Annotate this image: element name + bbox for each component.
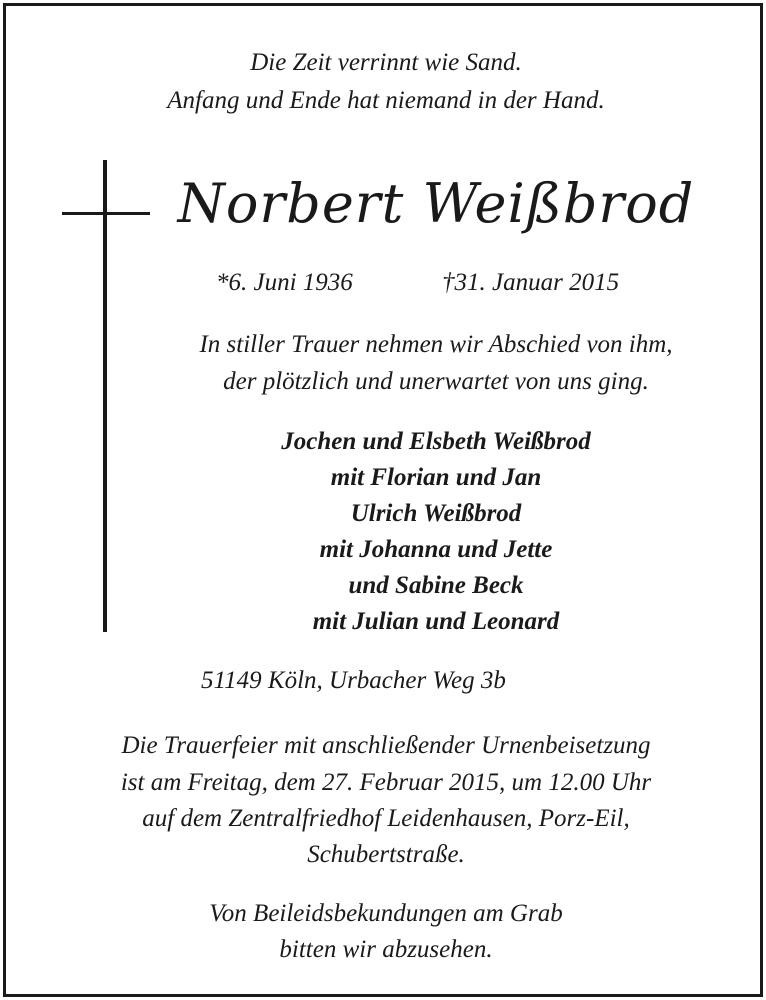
- cross-icon: [103, 160, 107, 632]
- service-line-1: Die Trauerfeier mit anschließender Urnenbeisetzung: [121, 732, 651, 759]
- motto-line-2: Anfang und Ende hat niemand in der Hand.: [167, 87, 605, 114]
- address: 51149 Köln, Urbacher Weg 3b: [201, 667, 506, 694]
- motto-line-1: Die Zeit verrinnt wie Sand.: [250, 49, 522, 76]
- mourner-line-6: mit Julian und Leonard: [312, 608, 560, 635]
- deceased-name: Norbert Weißbrod: [177, 172, 695, 235]
- farewell-line-1: In stiller Trauer nehmen wir Abschied von ihm,: [199, 331, 673, 358]
- service-line-2: ist am Freitag, dem 27. Februar 2015, um 12.00 Uhr: [120, 769, 652, 796]
- obituary-notice: [3, 3, 763, 997]
- birth-date: *6. Juni 1936: [216, 269, 353, 296]
- mourner-line-3: Ulrich Weißbrod: [350, 500, 522, 527]
- closing-line-2: bitten wir abzusehen.: [279, 936, 493, 963]
- service-line-3: auf dem Zentralfriedhof Leidenhausen, Porz-Eil,: [142, 805, 630, 832]
- closing-line-1: Von Beileidsbekundungen am Grab: [209, 900, 563, 927]
- service-line-4: Schubertstraße.: [307, 841, 465, 868]
- farewell-line-2: der plötzlich und unerwartet von uns ging.: [223, 368, 649, 395]
- mourner-line-5: und Sabine Beck: [348, 572, 524, 599]
- mourner-line-2: mit Florian und Jan: [330, 464, 542, 491]
- mourner-line-1: Jochen und Elsbeth Weißbrod: [281, 428, 591, 455]
- mourner-line-4: mit Johanna und Jette: [319, 536, 553, 563]
- death-date: †31. Januar 2015: [442, 269, 620, 296]
